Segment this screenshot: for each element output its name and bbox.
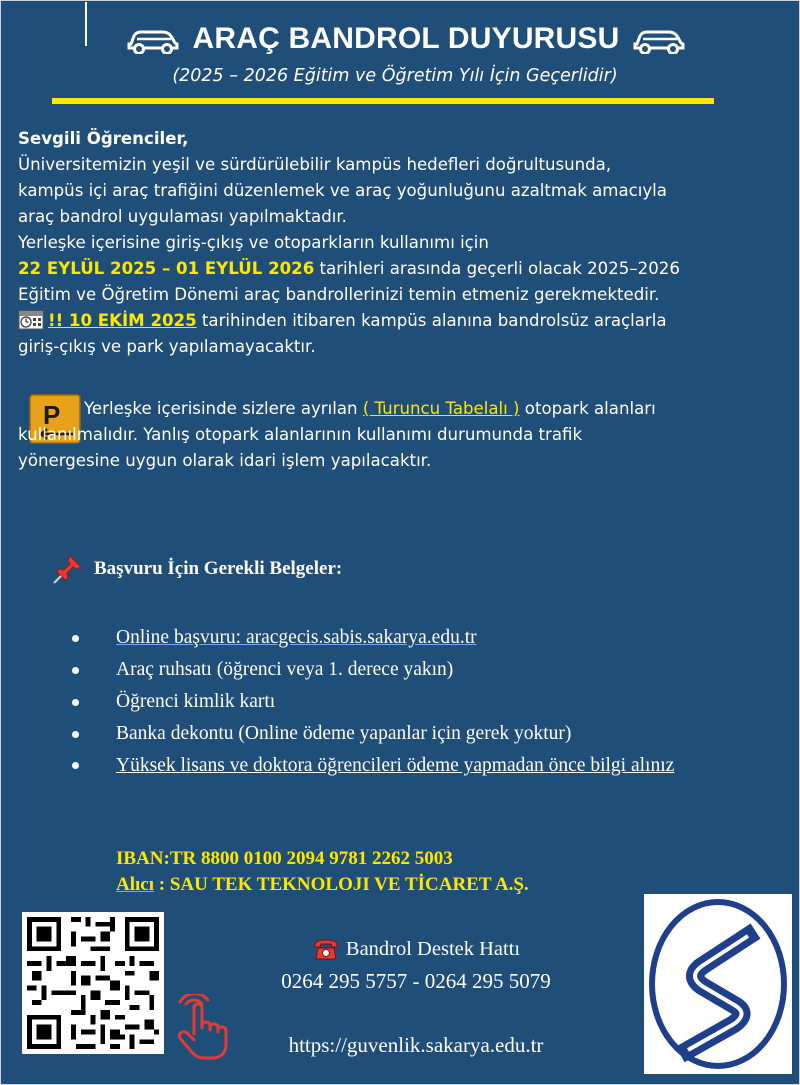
- title-row: [86, 14, 726, 64]
- deadline-text: tarihinden itibaren kampüs alanına bandrolsüz araçlarla: [196, 311, 667, 330]
- list-item: [66, 750, 786, 780]
- document-item-student-id: Öğrenci kimlik kartı: [116, 691, 276, 712]
- website-link[interactable]: https://guvenlik.sakarya.edu.tr: [288, 1033, 544, 1057]
- list-item: [66, 686, 786, 718]
- parking-paragraph: [18, 396, 788, 474]
- intro-paragraph: [18, 126, 788, 360]
- documents-heading: [52, 552, 342, 586]
- calendar-icon: [18, 308, 44, 330]
- deadline-marks: !!: [48, 311, 64, 330]
- orange-sign-note: ( Turuncu Tabelalı ): [362, 399, 520, 418]
- intro-line: kampüs içi araç trafiğini düzenlemek ve araç yoğunluğunu azaltmak amacıyla: [18, 181, 667, 200]
- document-item-vehicle-license: Araç ruhsatı (öğrenci veya 1. derece yakın): [116, 659, 454, 680]
- qr-code[interactable]: [22, 912, 164, 1054]
- document-item-online-application[interactable]: Online başvuru: aracgecis.sabis.sakarya.edu.tr: [116, 627, 477, 648]
- iban-line: IBAN:TR 8800 0100 2094 9781 2262 5003: [116, 848, 453, 869]
- support-title-row: [226, 934, 606, 964]
- recipient-value: : SAU TEK TEKNOLOJI VE TİCARET A.Ş.: [154, 874, 529, 895]
- deadline-date: 10 EKİM 2025: [63, 311, 197, 330]
- intro-line: Üniversitemizin yeşil ve sürdürülebilir kampüs hedefleri doğrultusunda,: [18, 155, 612, 174]
- parking-text: otopark alanları: [519, 399, 656, 418]
- list-item: [66, 654, 786, 686]
- car-icon: [125, 24, 181, 54]
- university-logo: [644, 894, 792, 1074]
- parking-line: yönergesine uygun olarak idari işlem yapılacaktır.: [18, 451, 432, 470]
- intro-line: Eğitim ve Öğretim Dönemi araç bandrollerinizi temin etmeniz gerekmektedir.: [18, 285, 660, 304]
- intro-line: araç bandrol uygulaması yapılmaktadır.: [18, 207, 347, 226]
- payment-info: [116, 846, 529, 898]
- page-title: ARAÇ BANDROL DUYURUSU: [192, 22, 620, 55]
- support-title: Bandrol Destek Hattı: [345, 938, 521, 960]
- recipient-label: Alıcı: [116, 874, 154, 895]
- pushpin-icon: [52, 553, 84, 585]
- document-item-bank-receipt: Banka dekontu (Online ödeme yapanlar için gerek yoktur): [116, 723, 572, 744]
- support-phones[interactable]: 0264 295 5757 - 0264 295 5079: [281, 969, 551, 993]
- parking-sign-letter: P: [43, 400, 61, 430]
- intro-line: giriş-çıkış ve park yapılamayacaktır.: [18, 337, 316, 356]
- validity-date-range: 22 EYLÜL 2025 – 01 EYLÜL 2026: [18, 259, 315, 278]
- parking-line: [18, 396, 788, 422]
- validity-text: tarihleri arasında geçerli olacak 2025–2026: [314, 259, 680, 278]
- parking-text: Yerleşke içerisinde sizlere ayrılan: [84, 399, 363, 418]
- car-icon: [631, 24, 687, 54]
- recipient-line: [116, 872, 529, 898]
- deadline-line: [18, 308, 788, 334]
- parking-line: kullanılmalıdır. Yanlış otopark alanlarının kullanımı durumunda trafik: [18, 425, 583, 444]
- list-item: [66, 718, 786, 750]
- support-box: [226, 934, 606, 1060]
- documents-list: [66, 622, 786, 780]
- intro-line: Yerleşke içerisine giriş-çıkış ve otoparkların kullanımı için: [18, 233, 489, 252]
- subtitle: (2025 – 2026 Eğitim ve Öğretim Yılı İçin Geçerlidir): [172, 66, 618, 86]
- document-item-graduate-note: Yüksek lisans ve doktora öğrencileri ödeme yapmadan önce bilgi alınız: [116, 755, 675, 776]
- list-item: [66, 622, 786, 654]
- title-underline: [52, 98, 714, 104]
- phone-icon: [312, 937, 340, 961]
- greeting: Sevgili Öğrenciler,: [18, 129, 189, 148]
- documents-heading-text: Başvuru İçin Gerekli Belgeler:: [94, 558, 343, 579]
- validity-line: [18, 256, 788, 282]
